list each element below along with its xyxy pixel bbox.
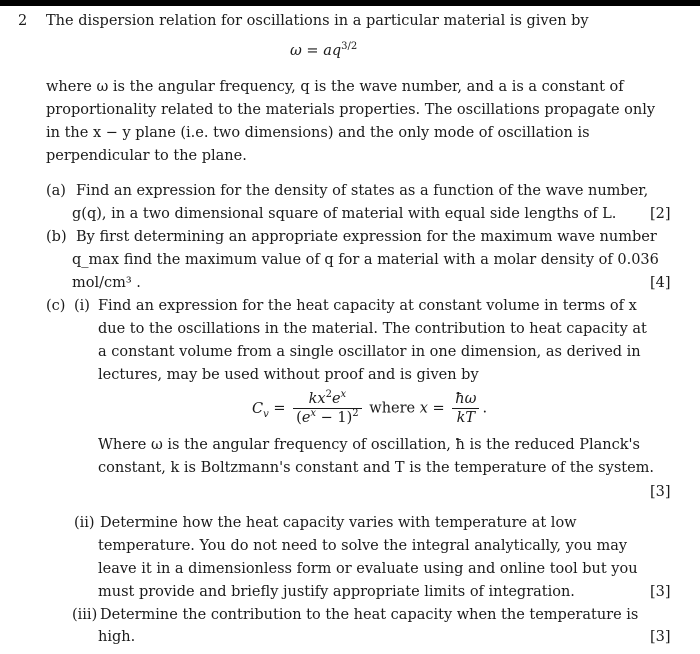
part-c-i-after-line-1: Where ω is the angular frequency of oscillation, ħ is the reduced Planck's [98,437,640,453]
part-a-label: (a) [46,183,66,199]
part-b-label: (b) [46,229,67,245]
part-c-i-line-2: due to the oscillations in the material. The contribution to heat capacity at [98,321,647,337]
part-b-line-1: By first determining an appropriate expression for the maximum wave number [76,229,657,245]
part-b-line-2: q_max find the maximum value of q for a material with a molar density of 0.036 [72,252,659,268]
part-c-i-after-line-2: constant, k is Boltzmann's constant and T is the temperature of the system. [98,460,655,476]
part-c-i-label: (i) [74,298,90,314]
description-line-4: perpendicular to the plane. [46,148,247,164]
part-c-ii-marks: [3] [650,584,671,600]
part-c-i-line-4: lectures, may be used without proof and is given by [98,367,479,383]
part-b-marks: [4] [650,275,671,291]
part-c-label: (c) [46,298,66,314]
part-c-i-line-3: a constant volume from a single oscillator in one dimension, as derived in [98,344,641,360]
part-c-i-line-1: Find an expression for the heat capacity at constant volume in terms of x [98,298,637,314]
part-c-ii-line-1: Determine how the heat capacity varies with temperature at low [100,515,577,531]
x-fraction: $\frac{ħ\omega}{kT}$ [452,390,479,427]
heat-capacity-formula: $C_v$ = $\frac{kx^2e^x}{(e^x - 1)^2}$ where x = $\frac{ħ\omega}{kT}$ . [252,389,488,426]
part-b-line-3: mol/cm³ . [72,275,141,291]
part-a-marks: [2] [650,206,671,222]
part-a-line-2: g(q), in a two dimensional square of material with equal side lengths of L. [72,206,617,222]
part-c-iii-line-2: high. [98,629,136,645]
exam-question-page [0,6,700,652]
part-c-iii-marks: [3] [650,629,671,645]
description-line-2: proportionality related to the materials properties. The oscillations propagate only [46,102,656,118]
description-line-1: where ω is the angular frequency, q is the wave number, and a is a constant of [46,79,624,95]
part-c-ii-line-2: temperature. You do not need to solve the integral analytically, you may [98,538,628,554]
part-c-iii-label: (iii) [72,607,98,623]
question-number: 2 [18,13,28,29]
part-c-ii-label: (ii) [74,515,95,531]
part-a-line-1: Find an expression for the density of states as a function of the wave number, [76,183,649,199]
part-c-ii-line-4: must provide and briefly justify appropriate limits of integration. [98,584,575,600]
part-c-iii-line-1: Determine the contribution to the heat capacity when the temperature is [100,607,639,623]
part-c-ii-line-3: leave it in a dimensionless form or evaluate using and online tool but you [98,561,638,577]
cv-fraction: $\frac{kx^2e^x}{(e^x - 1)^2}$ [293,390,362,427]
cut-off-text-fragment [280,644,320,654]
description-line-3: in the x − y plane (i.e. two dimensions) and the only mode of oscillation is [46,125,590,141]
part-c-i-marks: [3] [650,484,671,500]
dispersion-equation: $\omega = aq^{3/2}$ [290,41,358,59]
question-intro: The dispersion relation for oscillations in a particular material is given by [46,13,589,29]
